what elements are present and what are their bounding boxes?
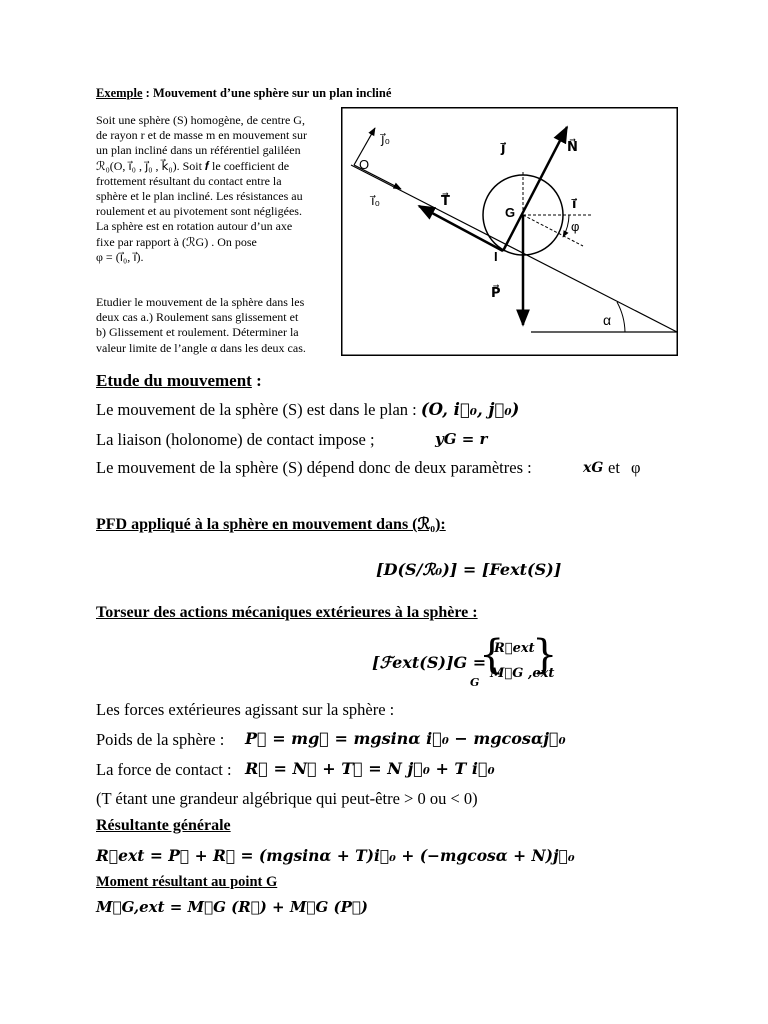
liaison-math: yG = r	[435, 430, 488, 448]
intro-line: un plan incliné dans un référentiel galiléen	[96, 143, 301, 158]
friction-label: T⃗	[441, 193, 450, 208]
phi-label: φ	[571, 219, 580, 234]
i-label: i⃗	[572, 196, 577, 211]
task-line: b) Glissement et roulement. Déterminer la	[96, 325, 299, 340]
intro-line: roulement et au pivotement sont négligées.	[96, 204, 302, 219]
exemple-label: Exemple	[96, 86, 143, 100]
etude-heading	[96, 371, 262, 391]
intro-line: φ = (i⃗₀, i⃗).	[96, 249, 144, 264]
resultante-heading: Résultante générale	[96, 817, 231, 834]
params-text: Le mouvement de la sphère (S) dépend donc de deux paramètres :	[96, 458, 532, 477]
exemple-title: : Mouvement d’une sphère sur un plan incliné	[142, 86, 392, 100]
task-paragraph	[96, 295, 306, 356]
i0-label: i⃗₀	[371, 193, 381, 208]
task-line: valeur limite de l’angle α dans les deux cas.	[96, 340, 306, 355]
weight-label: P⃗	[491, 285, 501, 300]
etude-heading-text: Etude du mouvement	[96, 371, 252, 390]
j-label: j⃗	[501, 140, 506, 155]
etude-heading-colon: :	[251, 371, 262, 390]
torseur-point: G	[470, 676, 480, 689]
intro-line: ℛ₀(O, i⃗₀ , j⃗₀ , k⃗₀). Soit 𝒇 le coefficient de	[96, 158, 290, 173]
alpha-label: α	[603, 312, 612, 328]
contact-label: La force de contact :	[96, 760, 232, 779]
intro-line: Soit une sphère (S) homogène, de centre G,	[96, 113, 305, 127]
etude-line-plane	[96, 400, 519, 420]
param-phi: φ	[631, 458, 641, 477]
param-xg: xG	[583, 460, 604, 476]
pfd-heading: PFD appliqué à la sphère en mouvement dans (ℛ₀):	[96, 516, 446, 533]
intro-line: de rayon r et de masse m en mouvement sur	[96, 128, 307, 143]
contact-point-label: I	[494, 249, 498, 264]
torseur-lhs: [ℱext(S)]G =	[372, 653, 487, 672]
inclined-plane	[351, 165, 677, 332]
intro-line: fixe par rapport à (ℛG) . On pose	[96, 234, 257, 249]
inclined-plane-diagram	[341, 107, 678, 356]
diagram-frame	[342, 108, 678, 356]
torseur-moment: M⃗G ,ext	[490, 666, 555, 681]
intro-line: La sphère est en rotation autour d’un axe	[96, 219, 293, 234]
center-label: G	[505, 205, 516, 220]
etude-line-params	[96, 458, 532, 478]
forces-intro: Les forces extérieures agissant sur la sphère :	[96, 700, 395, 719]
normal-label: N⃗	[567, 139, 578, 154]
param-et: et	[608, 458, 620, 477]
moment-equation: M⃗G,ext = M⃗G (R⃗) + M⃗G (P⃗)	[96, 898, 368, 916]
etude-line-liaison	[96, 430, 375, 450]
torseur-brace-close: }	[532, 632, 558, 678]
contact-equation: R⃗ = N⃗ + T⃗ = N j⃗₀ + T i⃗₀	[245, 759, 495, 778]
task-line: Etudier le mouvement de la sphère dans les	[96, 295, 305, 309]
moment-heading: Moment résultant au point G	[96, 874, 278, 890]
normal-force-arrow	[503, 127, 567, 251]
torseur-heading: Torseur des actions mécaniques extérieures à la sphère :	[96, 604, 478, 621]
intro-line: frottement résultant du contact entre la	[96, 173, 282, 188]
alpha-arc	[617, 302, 625, 332]
task-line: deux cas a.) Roulement sans glissement et	[96, 310, 299, 325]
resultante-equation: R⃗ext = P⃗ + R⃗ = (mgsinα + T)i⃗₀ + (−mgcosα + N)j⃗₀	[96, 846, 575, 865]
pfd-equation: [D(S/ℛ₀)] = [Fext(S)]	[376, 560, 562, 579]
algebraic-note: (T étant une grandeur algébrique qui peut-être > 0 ou < 0)	[96, 789, 478, 808]
torseur-resultant: R⃗ext	[494, 641, 535, 656]
poids-equation: P⃗ = mg⃗ = mgsinα i⃗₀ − mgcosαj⃗₀	[245, 729, 566, 748]
plane-math: (O, i⃗₀, j⃗₀)	[420, 400, 520, 419]
intro-line: sphère et le plan incliné. Les résistances au	[96, 189, 303, 204]
torseur-brace-open: {	[479, 632, 505, 678]
plane-text: Le mouvement de la sphère (S) est dans le plan :	[96, 400, 421, 419]
phi-arc	[563, 215, 569, 237]
poids-label: Poids de la sphère :	[96, 730, 225, 749]
friction-force-arrow	[419, 206, 503, 251]
intro-paragraph	[96, 113, 334, 265]
exemple-heading	[96, 86, 391, 101]
origin-label: O	[359, 157, 370, 172]
liaison-text: La liaison (holonome) de contact impose ;	[96, 430, 375, 449]
j0-label: j⃗₀	[381, 131, 391, 146]
